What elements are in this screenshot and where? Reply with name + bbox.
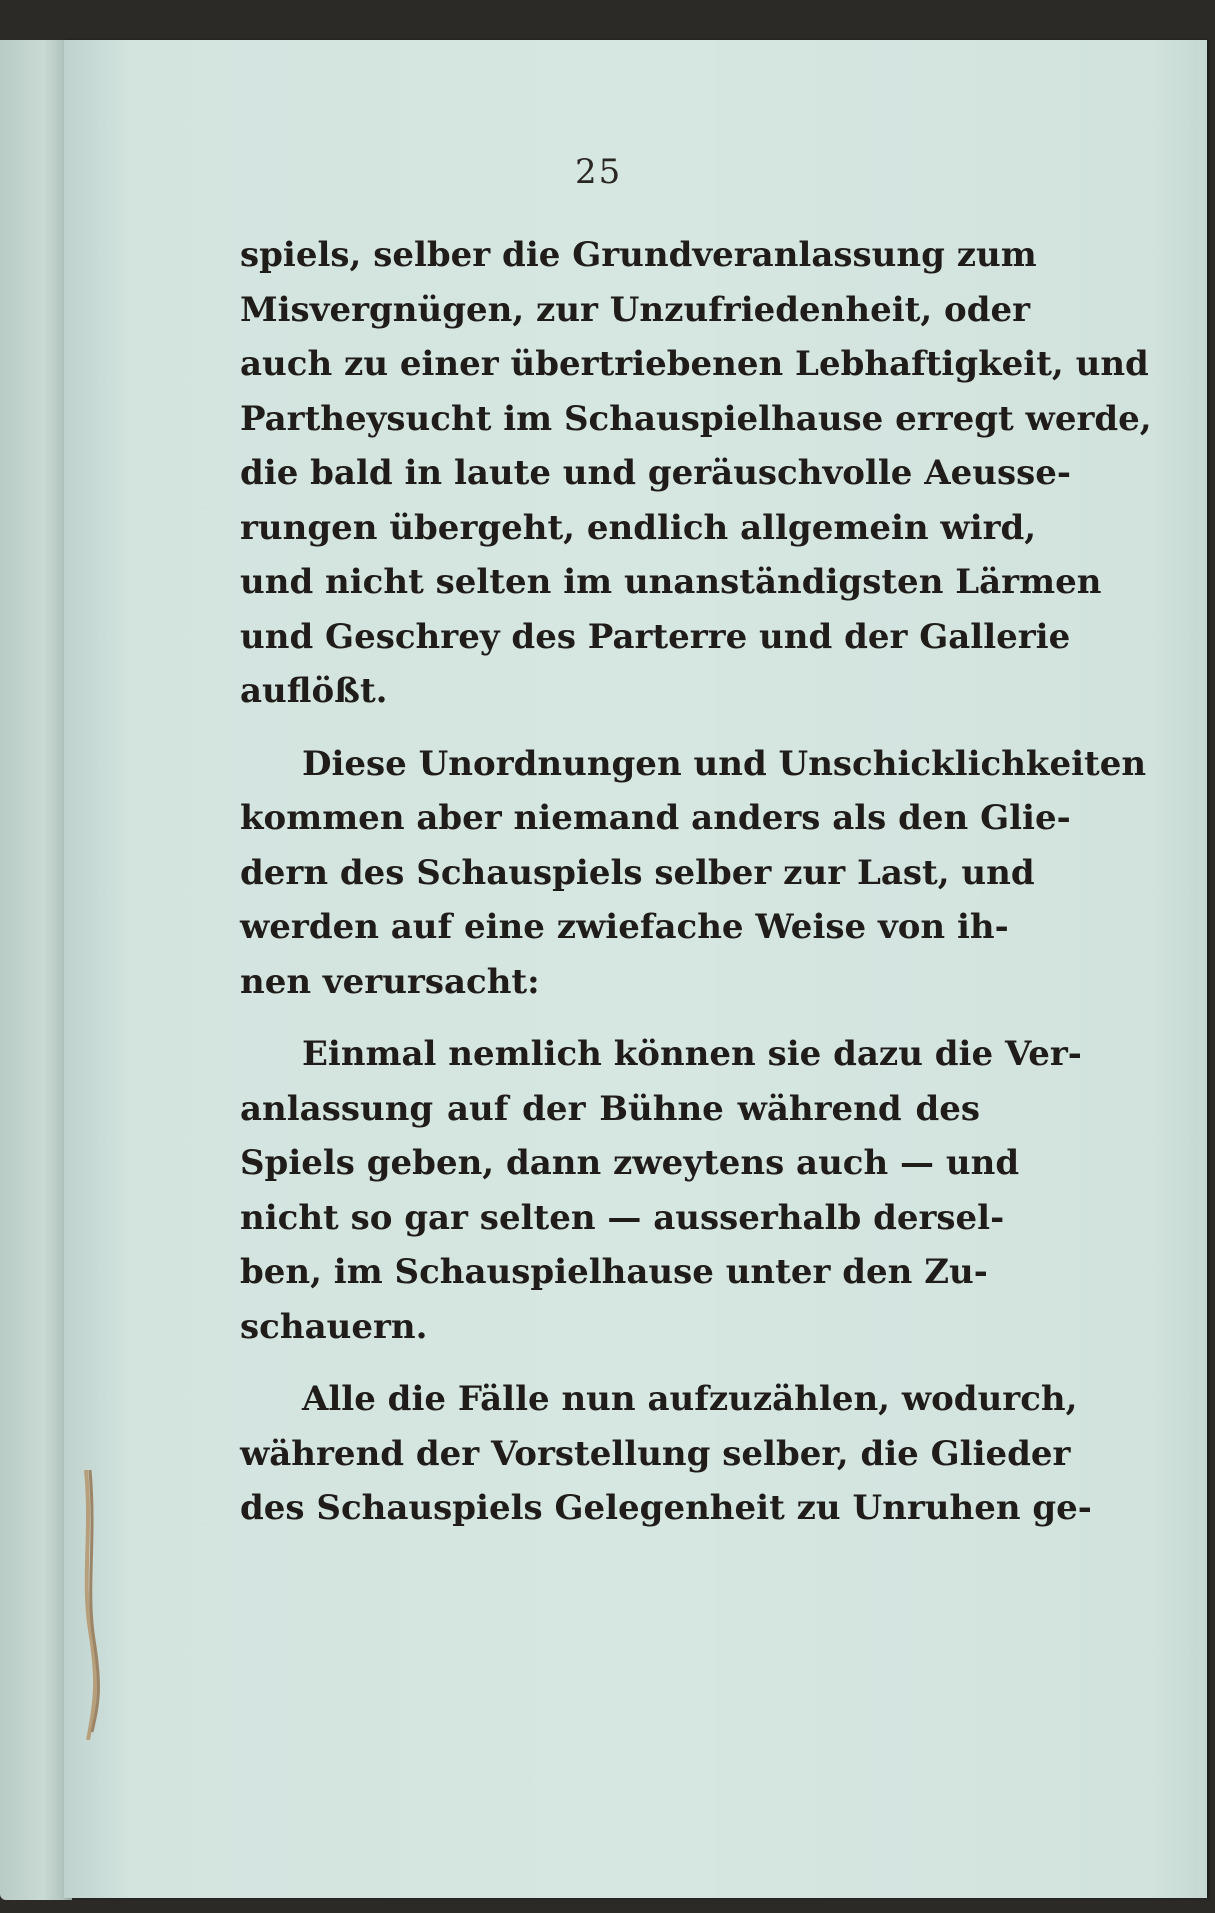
text-line: ben, im Schauspielhause unter den Zu- (240, 1252, 988, 1292)
text-line: auflößt. (240, 671, 388, 711)
facing-page-edge (0, 40, 72, 1900)
text-line: des Schauspiels Gelegenheit zu Unruhen ge- (240, 1488, 1092, 1528)
paragraph (240, 1372, 1092, 1536)
text-line: werden auf eine zwiefache Weise von ih- (240, 907, 1009, 947)
paragraph (240, 228, 1152, 719)
paragraph (240, 1027, 1082, 1354)
text-line: Partheysucht im Schauspielhause erregt werde, (240, 398, 1152, 439)
text-line: spiels, selber die Grundveranlassung zum (240, 235, 1037, 275)
text-line: nicht so gar selten — ausserhalb dersel- (240, 1197, 1005, 1238)
body-text (240, 228, 1152, 1536)
text-line: nen verursacht: (240, 961, 540, 1002)
text-line: Spiels geben, dann zweytens auch — und (240, 1143, 1020, 1183)
text-line: und nicht selten im unanständigsten Lärmen (240, 562, 1102, 602)
text-line: anlassung auf der Bühne während des (240, 1088, 980, 1129)
text-line: Alle die Fälle nun aufzuzählen, wodurch, (302, 1379, 1078, 1419)
paragraph-gap (240, 1354, 980, 1372)
text-line: und Geschrey des Parterre und der Gallerie (240, 616, 1071, 657)
paragraph-gap (240, 719, 980, 737)
binding-thread (78, 1470, 104, 1740)
text-line: dern des Schauspiels selber zur Last, und (240, 852, 1035, 893)
text-line: Misvergnügen, zur Unzufriedenheit, oder (240, 289, 1031, 330)
text-line: auch zu einer übertriebenen Lebhaftigkeit, und (240, 344, 1149, 384)
paragraph (240, 737, 1147, 1010)
text-line: schauern. (240, 1306, 428, 1347)
text-line: Einmal nemlich können sie dazu die Ver- (302, 1034, 1082, 1074)
text-line: während der Vorstellung selber, die Glieder (240, 1433, 1071, 1474)
paragraph-gap (240, 1009, 980, 1027)
text-line: rungen übergeht, endlich allgemein wird, (240, 507, 1037, 548)
text-line: die bald in laute und geräuschvolle Aeusse- (240, 453, 1071, 493)
text-line: Diese Unordnungen und Unschicklichkeiten (302, 743, 1147, 784)
text-line: kommen aber niemand anders als den Glie- (240, 798, 1071, 838)
page-number: 25 (575, 152, 623, 192)
